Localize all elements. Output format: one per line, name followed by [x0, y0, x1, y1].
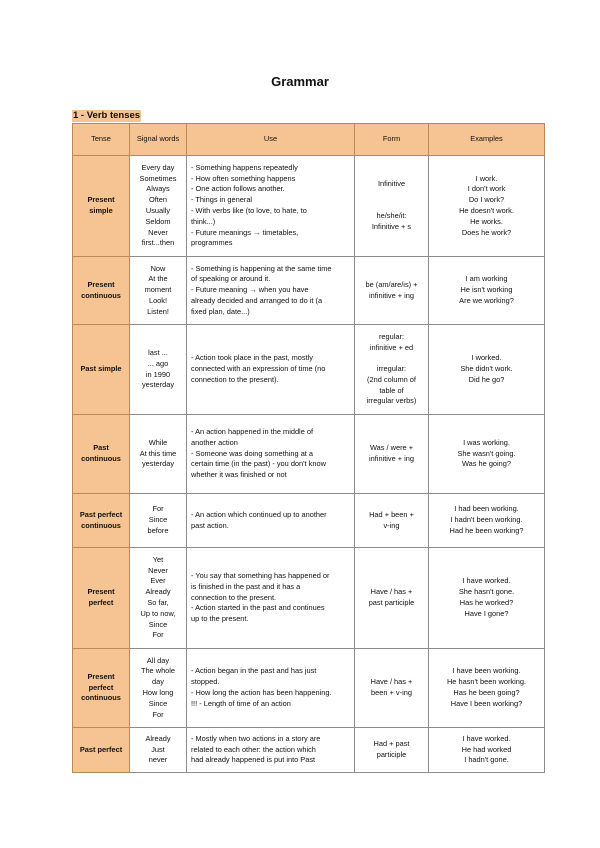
use-line: up to the present.: [191, 614, 249, 624]
form-cell: [355, 548, 429, 649]
use-line: - Future meaning → when you have: [191, 285, 309, 295]
examples-line: I worked.: [471, 353, 502, 363]
signal-line: Just: [151, 744, 165, 754]
form-cell: [355, 415, 429, 494]
signal-line: never: [148, 755, 168, 765]
form-line: [357, 190, 426, 201]
signal-line: Already: [145, 733, 171, 743]
form-line: infinitive + ed: [369, 342, 414, 352]
examples-cell: [429, 325, 545, 415]
signal-line: in 1990: [145, 369, 171, 379]
section-heading: 1 - Verb tenses: [73, 110, 141, 121]
use-cell: [187, 415, 355, 494]
signal-line: first...then: [141, 238, 175, 248]
signal-cell: [130, 728, 187, 773]
signal-line: So far,: [147, 598, 169, 607]
form-line: Had + past: [373, 739, 410, 749]
examples-line: She didn't work.: [460, 364, 513, 374]
signal-line: Often: [148, 195, 168, 205]
form-line: be (am/are/is) +: [365, 279, 418, 289]
use-line: - Things in general: [191, 195, 253, 205]
use-line: is finished in the past and it has a: [191, 581, 301, 591]
examples-line: I don't work: [467, 184, 506, 194]
form-line: Had + been +: [369, 509, 414, 519]
signal-line: All day: [146, 655, 170, 665]
use-line: - With verbs like (to love, to hate, to: [191, 206, 307, 215]
signal-line: While: [148, 437, 168, 447]
signal-line: Up to now,: [140, 608, 176, 618]
use-cell: [187, 257, 355, 325]
use-line: certain time (in the past) - you don't know: [191, 459, 326, 469]
form-cell: [355, 156, 429, 257]
form-line: irregular:: [376, 364, 407, 374]
use-cell: [187, 728, 355, 773]
use-line: - An action happened in the middle of: [191, 427, 314, 436]
examples-line: Had he been working?: [449, 525, 524, 535]
form-line: infinitive + ing: [369, 454, 414, 463]
signal-line: The whole: [140, 666, 176, 676]
use-line: related to each other: the action which: [191, 744, 316, 754]
use-line: - How long the action has been happening.: [191, 688, 332, 697]
verb-tenses-table: [72, 123, 545, 773]
signal-line: before: [147, 525, 169, 535]
table-row: [73, 415, 545, 494]
use-cell: [187, 325, 355, 415]
use-line: - You say that something has happened or: [191, 571, 330, 580]
page-title: Grammar: [271, 74, 329, 89]
examples-line: I am working: [465, 274, 508, 284]
tense-line: continuous: [81, 454, 121, 463]
use-line: - Action started in the past and continues: [191, 603, 325, 613]
signal-line: Sometimes: [139, 173, 177, 183]
tense-line: Past perfect: [79, 744, 123, 754]
examples-cell: [429, 415, 545, 494]
use-line: - Something is happening at the same time: [191, 263, 332, 273]
signal-line: Listen!: [147, 306, 169, 316]
table-row: [73, 548, 545, 649]
use-line: connected with an expression of time (no: [191, 364, 326, 374]
examples-cell: [429, 728, 545, 773]
use-line: - Someone was doing something at a: [191, 448, 314, 458]
header-examples: Examples: [429, 124, 545, 156]
form-line: regular:: [378, 331, 405, 341]
examples-line: He had worked: [461, 744, 512, 754]
signal-line: For: [152, 709, 164, 719]
use-line: had already happened is put into Past: [191, 755, 316, 765]
use-line: - Something happens repeatedly: [191, 162, 298, 172]
use-line: whether it was finished or not: [191, 470, 287, 480]
tense-line: continuous: [81, 290, 121, 300]
use-line: past action.: [191, 520, 229, 530]
form-line: he/she/it:: [376, 211, 407, 221]
signal-line: Since: [148, 698, 168, 708]
form-line: (2nd column of: [367, 374, 416, 384]
signal-line: Never: [148, 227, 168, 237]
examples-line: I have worked.: [462, 733, 511, 743]
tense-cell: [73, 728, 130, 773]
examples-line: He hasn't been working.: [446, 677, 527, 687]
examples-line: Was he going?: [461, 459, 512, 469]
use-line: !!! - Length of time of an action: [191, 698, 291, 708]
examples-line: He works.: [470, 216, 503, 226]
signal-line: Usually: [145, 206, 171, 215]
signal-line: How long: [142, 688, 174, 697]
form-line: been + v-ing: [371, 688, 412, 697]
use-line: stopped.: [191, 677, 220, 687]
examples-cell: [429, 257, 545, 325]
tense-cell: [73, 325, 130, 415]
signal-line: Now: [150, 263, 166, 273]
tense-line: Present: [87, 587, 115, 597]
tense-line: Present: [87, 195, 115, 205]
use-line: another action: [191, 437, 238, 447]
signal-line: Seldom: [145, 216, 171, 226]
use-cell: [187, 494, 355, 548]
signal-line: For: [152, 504, 164, 514]
table-row: [73, 728, 545, 773]
examples-line: Are we working?: [459, 295, 514, 305]
signal-line: Ever: [150, 576, 166, 586]
table-row: [73, 156, 545, 257]
signal-line: At the: [148, 274, 168, 284]
signal-cell: [130, 494, 187, 548]
use-line: connection to the present.: [191, 592, 277, 602]
signal-cell: [130, 156, 187, 257]
table-row: [73, 257, 545, 325]
tense-line: perfect: [88, 598, 114, 607]
examples-line: I had been working.: [454, 504, 519, 514]
tense-line: continuous: [81, 520, 121, 530]
form-cell: [355, 257, 429, 325]
examples-line: Have I gone?: [464, 608, 509, 618]
signal-line: ... ago: [147, 358, 169, 368]
examples-line: He doesn't work.: [459, 206, 514, 215]
tense-cell: [73, 548, 130, 649]
use-line: connection to the present).: [191, 374, 279, 384]
examples-line: He isn't working: [460, 285, 513, 295]
signal-line: For: [152, 630, 164, 640]
tense-cell: [73, 415, 130, 494]
form-cell: [355, 325, 429, 415]
use-cell: [187, 649, 355, 728]
signal-cell: [130, 325, 187, 415]
examples-cell: [429, 649, 545, 728]
signal-cell: [130, 649, 187, 728]
table-row: [73, 649, 545, 728]
signal-line: Since: [148, 515, 168, 525]
form-line: [357, 201, 426, 212]
use-cell: [187, 548, 355, 649]
use-line: - Action took place in the past, mostly: [191, 353, 314, 363]
use-line: of speaking or around it.: [191, 274, 271, 284]
examples-line: I have worked.: [462, 576, 511, 586]
examples-cell: [429, 548, 545, 649]
use-line: think...): [191, 216, 216, 226]
form-line: v-ing: [383, 520, 400, 530]
form-line: [357, 353, 426, 364]
signal-cell: [130, 415, 187, 494]
form-line: past participle: [368, 598, 415, 607]
examples-line: Have I been working?: [450, 698, 523, 708]
form-cell: [355, 649, 429, 728]
tense-line: Past: [93, 443, 109, 453]
examples-line: Did he go?: [468, 374, 505, 384]
signal-line: Never: [148, 565, 168, 575]
tense-line: Past simple: [80, 364, 122, 374]
examples-line: I work.: [475, 173, 498, 183]
signal-line: yesterday: [141, 380, 175, 390]
table-header-row: [73, 124, 545, 156]
form-line: table of: [379, 385, 404, 395]
use-line: programmes: [191, 238, 233, 248]
signal-cell: [130, 257, 187, 325]
table-row: [73, 325, 545, 415]
form-line: Infinitive: [377, 179, 406, 188]
tense-line: perfect: [88, 682, 114, 692]
examples-line: Do I work?: [468, 195, 505, 205]
examples-line: She wasn't going.: [457, 448, 516, 458]
examples-cell: [429, 494, 545, 548]
signal-cell: [130, 548, 187, 649]
signal-line: moment: [144, 285, 172, 295]
examples-line: Does he work?: [461, 227, 512, 237]
signal-line: Every day: [141, 162, 175, 172]
signal-line: Since: [148, 619, 168, 629]
header-tense: Tense: [73, 124, 130, 156]
tense-line: continuous: [81, 693, 121, 703]
tense-cell: [73, 156, 130, 257]
examples-line: She hasn't gone.: [458, 587, 515, 597]
form-line: Infinitive + s: [371, 222, 412, 232]
tense-cell: [73, 649, 130, 728]
use-line: - Action began in the past and has just: [191, 666, 317, 676]
header-form: Form: [355, 124, 429, 156]
examples-line: I hadn't gone.: [464, 755, 509, 765]
header-signal-words: Signal words: [130, 124, 187, 156]
use-line: - An action which continued up to another: [191, 509, 327, 519]
signal-line: Already: [145, 587, 171, 597]
use-cell: [187, 156, 355, 257]
signal-line: At this time: [139, 448, 177, 458]
use-line: fixed plan, date...): [191, 306, 250, 316]
form-cell: [355, 728, 429, 773]
examples-cell: [429, 156, 545, 257]
form-line: irregular verbs): [366, 396, 417, 406]
examples-line: I was working.: [463, 437, 510, 447]
use-line: - Mostly when two actions in a story are: [191, 733, 321, 743]
examples-line: Has he been going?: [453, 688, 520, 697]
tense-cell: [73, 257, 130, 325]
signal-line: day: [152, 677, 164, 687]
signal-line: Yet: [152, 554, 164, 564]
signal-line: last ...: [148, 347, 168, 357]
tense-line: Present: [87, 279, 115, 289]
form-cell: [355, 494, 429, 548]
table-row: [73, 494, 545, 548]
signal-line: yesterday: [141, 459, 175, 469]
tense-line: Past perfect: [79, 509, 123, 519]
tense-line: simple: [89, 206, 113, 215]
form-line: Was / were +: [369, 443, 414, 453]
use-line: already decided and arranged to do it (a: [191, 295, 323, 305]
signal-line: Look!: [148, 295, 168, 305]
form-line: Have / has +: [370, 587, 413, 597]
tense-line: Present: [87, 671, 115, 681]
examples-line: I have been working.: [452, 666, 521, 676]
header-use: Use: [187, 124, 355, 156]
examples-line: Has he worked?: [459, 598, 514, 607]
use-line: - One action follows another.: [191, 184, 285, 194]
tense-cell: [73, 494, 130, 548]
form-line: Have / has +: [370, 677, 413, 687]
use-line: - Future meanings → timetables,: [191, 227, 299, 237]
signal-line: Always: [146, 184, 170, 194]
form-line: participle: [376, 750, 407, 759]
examples-line: I hadn't been working.: [450, 515, 523, 525]
form-line: infinitive + ing: [369, 290, 414, 300]
use-line: - How often something happens: [191, 173, 296, 183]
